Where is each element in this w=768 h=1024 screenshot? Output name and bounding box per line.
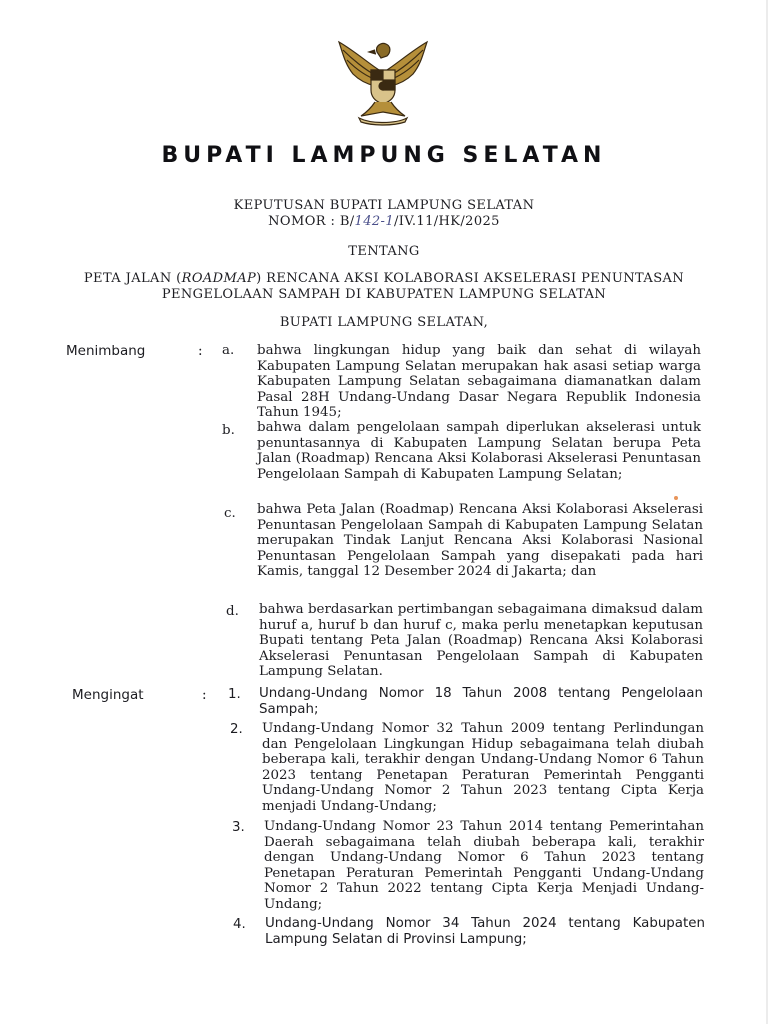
subject-part-b: ) RENCANA AKSI KOLABORASI AKSELERASI PENUNTASAN bbox=[256, 271, 685, 286]
mengingat-item-4: Undang-Undang Nomor 34 Tahun 2024 tentang Kabupaten Lampung Selatan di Provinsi Lampung; bbox=[265, 916, 705, 947]
subject-line-2: PENGELOLAAN SAMPAH DI KABUPATEN LAMPUNG SELATAN bbox=[161, 287, 607, 302]
subject-part-a: PETA JALAN ( bbox=[83, 271, 182, 286]
issuer-line: BUPATI LAMPUNG SELATAN, bbox=[279, 315, 489, 330]
menimbang-mark-b: b. bbox=[222, 423, 235, 438]
decree-number bbox=[0, 214, 768, 229]
nomor-handwritten: 142-1 bbox=[354, 214, 395, 229]
nomor-suffix: /IV.11/HK/2025 bbox=[394, 214, 500, 229]
subject-roadmap-italic: ROADMAP bbox=[181, 271, 257, 286]
mengingat-label: Mengingat bbox=[72, 687, 144, 703]
regent-heading: BUPATI LAMPUNG SELATAN bbox=[161, 143, 607, 168]
menimbang-mark-c: c. bbox=[224, 506, 236, 521]
decree-title: KEPUTUSAN BUPATI LAMPUNG SELATAN bbox=[233, 198, 535, 213]
mengingat-colon: : bbox=[202, 687, 207, 703]
mengingat-mark-4: 4. bbox=[233, 917, 246, 932]
menimbang-item-c: bahwa Peta Jalan (Roadmap) Rencana Aksi Kolaborasi Akselerasi Penuntasan Pengelolaan Sampah di Kabupaten Lampung Selatan merupakan Tindak Lanjut Rencana Aksi Kolaborasi Nasional Penuntasan Pengelolaan Sampah yang disepakati pada hari Kamis, tanggal 12 Desember 2024 di Jakarta; dan bbox=[257, 502, 703, 580]
menimbang-mark-a: a. bbox=[222, 343, 235, 358]
menimbang-label: Menimbang bbox=[66, 343, 146, 359]
menimbang-colon: : bbox=[198, 343, 203, 359]
menimbang-item-a: bahwa lingkungan hidup yang baik dan sehat di wilayah Kabupaten Lampung Selatan merupakan hak asasi setiap warga Kabupaten Lampung Selatan sebagaimana diamanatkan dalam Pasal 28H Undang-Undang Dasar Negara Republik Indonesia Tahun 1945; bbox=[257, 343, 701, 421]
mengingat-item-1: Undang-Undang Nomor 18 Tahun 2008 tentang Pengelolaan Sampah; bbox=[259, 686, 703, 717]
mengingat-mark-1: 1. bbox=[228, 687, 241, 702]
mengingat-mark-3: 3. bbox=[232, 820, 245, 835]
menimbang-mark-d: d. bbox=[226, 604, 239, 619]
subject-line-1 bbox=[0, 271, 768, 286]
ink-dot bbox=[674, 496, 678, 500]
menimbang-item-b: bahwa dalam pengelolaan sampah diperlukan akselerasi untuk penuntasannya di Kabupaten Lampung Selatan berupa Peta Jalan (Roadmap) Rencana Aksi Kolaborasi Akselerasi Penuntasan Pengelolaan Sampah di Kabupaten Lampung Selatan; bbox=[257, 420, 701, 482]
mengingat-item-2: Undang-Undang Nomor 32 Tahun 2009 tentang Perlindungan dan Pengelolaan Lingkungan Hidup sebagaimana telah diubah beberapa kali, terakhir dengan Undang-Undang Nomor 6 Tahun 2023 tentang Penetapan Peraturan Pemerintah Pengganti Undang-Undang Nomor 2 Tahun 2023 tentang Cipta Kerja menjadi Undang-Undang; bbox=[262, 721, 704, 814]
mengingat-item-3: Undang-Undang Nomor 23 Tahun 2014 tentang Pemerintahan Daerah sebagaimana telah diubah beberapa kali, terakhir dengan Undang-Undang Nomor 6 Tahun 2023 tentang Penetapan Peraturan Pemerintah Pengganti Undang-Undang Nomor 2 Tahun 2022 tentang Cipta Kerja Menjadi Undang-Undang; bbox=[264, 819, 704, 912]
garuda-emblem-icon bbox=[331, 36, 435, 126]
nomor-prefix: B/ bbox=[339, 214, 355, 229]
mengingat-mark-2: 2. bbox=[230, 722, 243, 737]
menimbang-item-d: bahwa berdasarkan pertimbangan sebagaimana dimaksud dalam huruf a, huruf b dan huruf c, maka perlu menetapkan keputusan Bupati tentang Peta Jalan (Roadmap) Rencana Aksi Kolaborasi Akselerasi Penuntasan Pengelolaan Sampah di Kabupaten Lampung Selatan. bbox=[259, 602, 703, 680]
tentang-label: TENTANG bbox=[348, 244, 420, 259]
nomor-label: NOMOR : bbox=[268, 214, 336, 229]
